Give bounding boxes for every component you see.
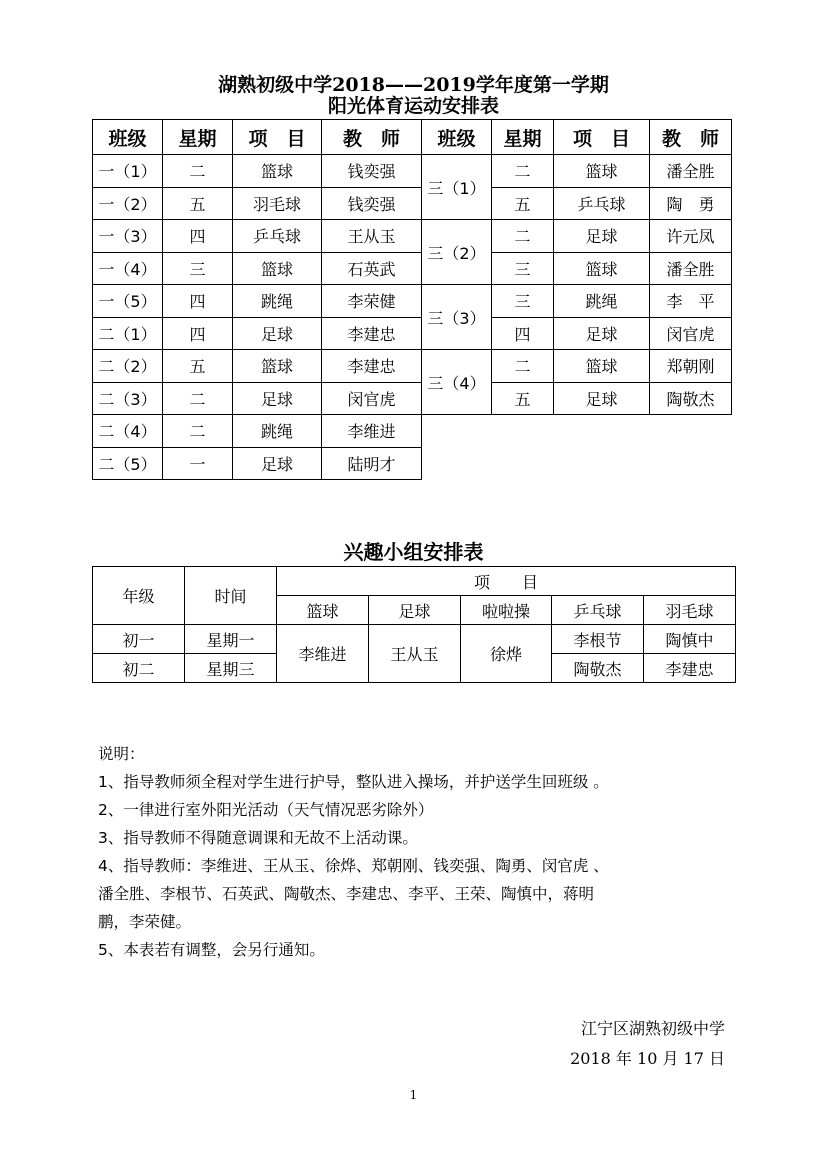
table-row: [93, 155, 732, 188]
document-title-line1: 湖熟初级中学2018——2019学年度第一学期: [218, 74, 609, 96]
note-line: 4、指导教师：李维进、王从玉、徐烨、郑朝刚、钱奕强、陶勇、闵官虎 、: [98, 857, 609, 875]
header-project: 项 目: [233, 120, 322, 155]
weekday-cell: 四: [492, 317, 554, 350]
header-teacher: 教 师: [322, 120, 422, 155]
teacher-cell: 潘全胜: [650, 155, 732, 188]
empty-area: [422, 415, 732, 448]
teacher-cell: 李建忠: [322, 350, 422, 383]
weekday-cell: 五: [163, 350, 233, 383]
time-cell: 星期三: [185, 654, 277, 683]
empty-area: [422, 447, 732, 480]
class-cell: 一（2）: [93, 187, 163, 220]
badminton-teacher: 李建忠: [644, 654, 736, 683]
teacher-cell: 钱奕强: [322, 155, 422, 188]
teacher-cell: 许元凤: [650, 220, 732, 253]
table-row: [93, 187, 732, 220]
weekday-cell: 三: [492, 285, 554, 318]
teacher-cell: 王从玉: [322, 220, 422, 253]
table-row: [93, 220, 732, 253]
project-pingpong: 乒乓球: [552, 596, 644, 625]
project-cell: 篮球: [233, 350, 322, 383]
weekday-cell: 二: [492, 155, 554, 188]
notes-section: [98, 740, 738, 964]
class-cell: 一（5）: [93, 285, 163, 318]
teacher-cell: 郑朝刚: [650, 350, 732, 383]
sports-schedule-table: [92, 119, 732, 480]
teacher-cell: 陆明才: [322, 447, 422, 480]
weekday-cell: 二: [492, 350, 554, 383]
table-row: [93, 350, 732, 383]
class-cell-merged: 三（1）: [422, 155, 492, 220]
teacher-cell: 李维进: [322, 415, 422, 448]
weekday-cell: 四: [163, 220, 233, 253]
project-cell: 篮球: [554, 155, 650, 188]
weekday-cell: 四: [163, 285, 233, 318]
interest-group-title: 兴趣小组安排表: [343, 540, 484, 564]
weekday-cell: 二: [492, 220, 554, 253]
project-badminton: 羽毛球: [644, 596, 736, 625]
pingpong-teacher: 陶敬杰: [552, 654, 644, 683]
note-line: 鹏，李荣健。: [98, 913, 192, 931]
notes-heading: 说明：: [98, 745, 145, 763]
basketball-teacher: 李维进: [277, 625, 369, 683]
teacher-cell: 闵官虎: [322, 382, 422, 415]
page-number: 1: [409, 1088, 418, 1102]
table-row: [93, 252, 732, 285]
project-cell: 篮球: [233, 252, 322, 285]
project-football: 足球: [369, 596, 461, 625]
header-class: 班级: [93, 120, 163, 155]
class-cell: 二（2）: [93, 350, 163, 383]
weekday-cell: 二: [163, 382, 233, 415]
project-cell: 跳绳: [233, 285, 322, 318]
note-line: 5、本表若有调整，会另行通知。: [98, 941, 325, 959]
class-cell: 一（1）: [93, 155, 163, 188]
project-cell: 足球: [554, 382, 650, 415]
table-row: [93, 625, 736, 654]
teacher-cell: 潘全胜: [650, 252, 732, 285]
header-class-right: 班级: [422, 120, 492, 155]
cheer-teacher: 徐烨: [461, 625, 552, 683]
teacher-cell: 陶 勇: [650, 187, 732, 220]
table-row: [93, 285, 732, 318]
football-teacher: 王从玉: [369, 625, 461, 683]
header-teacher-right: 教 师: [650, 120, 732, 155]
class-cell: 二（1）: [93, 317, 163, 350]
weekday-cell: 四: [163, 317, 233, 350]
weekday-cell: 五: [492, 382, 554, 415]
class-cell: 一（3）: [93, 220, 163, 253]
class-cell: 二（3）: [93, 382, 163, 415]
project-cell: 乒乓球: [554, 187, 650, 220]
project-cell: 跳绳: [233, 415, 322, 448]
teacher-cell: 石英武: [322, 252, 422, 285]
table-row: [93, 567, 736, 596]
grade-cell: 初一: [93, 625, 185, 654]
weekday-cell: 二: [163, 155, 233, 188]
project-cell: 羽毛球: [233, 187, 322, 220]
project-cell: 篮球: [233, 155, 322, 188]
header-weekday: 星期: [163, 120, 233, 155]
document-title-line2: 阳光体育运动安排表: [327, 95, 499, 117]
class-cell: 二（4）: [93, 415, 163, 448]
issuing-organization: 江宁区湖熟初级中学: [580, 1019, 725, 1038]
project-header: 项 目: [277, 567, 736, 596]
schedule-header-row: [93, 120, 732, 155]
weekday-cell: 三: [492, 252, 554, 285]
pingpong-teacher: 李根节: [552, 625, 644, 654]
teacher-cell: 闵官虎: [650, 317, 732, 350]
project-cell: 乒乓球: [233, 220, 322, 253]
project-cell: 跳绳: [554, 285, 650, 318]
interest-group-table: [92, 566, 736, 683]
weekday-cell: 二: [163, 415, 233, 448]
class-cell-merged: 三（3）: [422, 285, 492, 350]
weekday-cell: 五: [163, 187, 233, 220]
issue-date: 2018 年 10 月 17 日: [570, 1049, 725, 1068]
project-cell: 足球: [554, 317, 650, 350]
teacher-cell: 李荣健: [322, 285, 422, 318]
grade-cell: 初二: [93, 654, 185, 683]
class-cell: 二（5）: [93, 447, 163, 480]
time-cell: 星期一: [185, 625, 277, 654]
note-line: 3、指导教师不得随意调课和无故不上活动课。: [98, 829, 418, 847]
header-project-right: 项 目: [554, 120, 650, 155]
table-row: [93, 382, 732, 415]
table-row: [93, 415, 732, 448]
table-row: [93, 317, 732, 350]
grade-header: 年级: [93, 567, 185, 625]
teacher-cell: 陶敬杰: [650, 382, 732, 415]
weekday-cell: 一: [163, 447, 233, 480]
class-cell: 一（4）: [93, 252, 163, 285]
project-cell: 篮球: [554, 252, 650, 285]
teacher-cell: 李 平: [650, 285, 732, 318]
class-cell-merged: 三（2）: [422, 220, 492, 285]
note-line: 1、指导教师须全程对学生进行护导，整队进入操场，并护送学生回班级 。: [98, 773, 609, 791]
note-line: 潘全胜、李根节、石英武、陶敬杰、李建忠、李平、王荣、陶慎中，蒋明: [98, 885, 595, 903]
project-basketball: 篮球: [277, 596, 369, 625]
teacher-cell: 钱奕强: [322, 187, 422, 220]
weekday-cell: 三: [163, 252, 233, 285]
weekday-cell: 五: [492, 187, 554, 220]
table-row: [93, 447, 732, 480]
project-cheerleading: 啦啦操: [461, 596, 552, 625]
teacher-cell: 李建忠: [322, 317, 422, 350]
note-line: 2、一律进行室外阳光活动（天气情况恶劣除外）: [98, 801, 434, 819]
project-cell: 篮球: [554, 350, 650, 383]
project-cell: 足球: [233, 382, 322, 415]
project-cell: 足球: [554, 220, 650, 253]
project-cell: 足球: [233, 317, 322, 350]
class-cell-merged: 三（4）: [422, 350, 492, 415]
header-weekday-right: 星期: [492, 120, 554, 155]
time-header: 时间: [185, 567, 277, 625]
badminton-teacher: 陶慎中: [644, 625, 736, 654]
project-cell: 足球: [233, 447, 322, 480]
